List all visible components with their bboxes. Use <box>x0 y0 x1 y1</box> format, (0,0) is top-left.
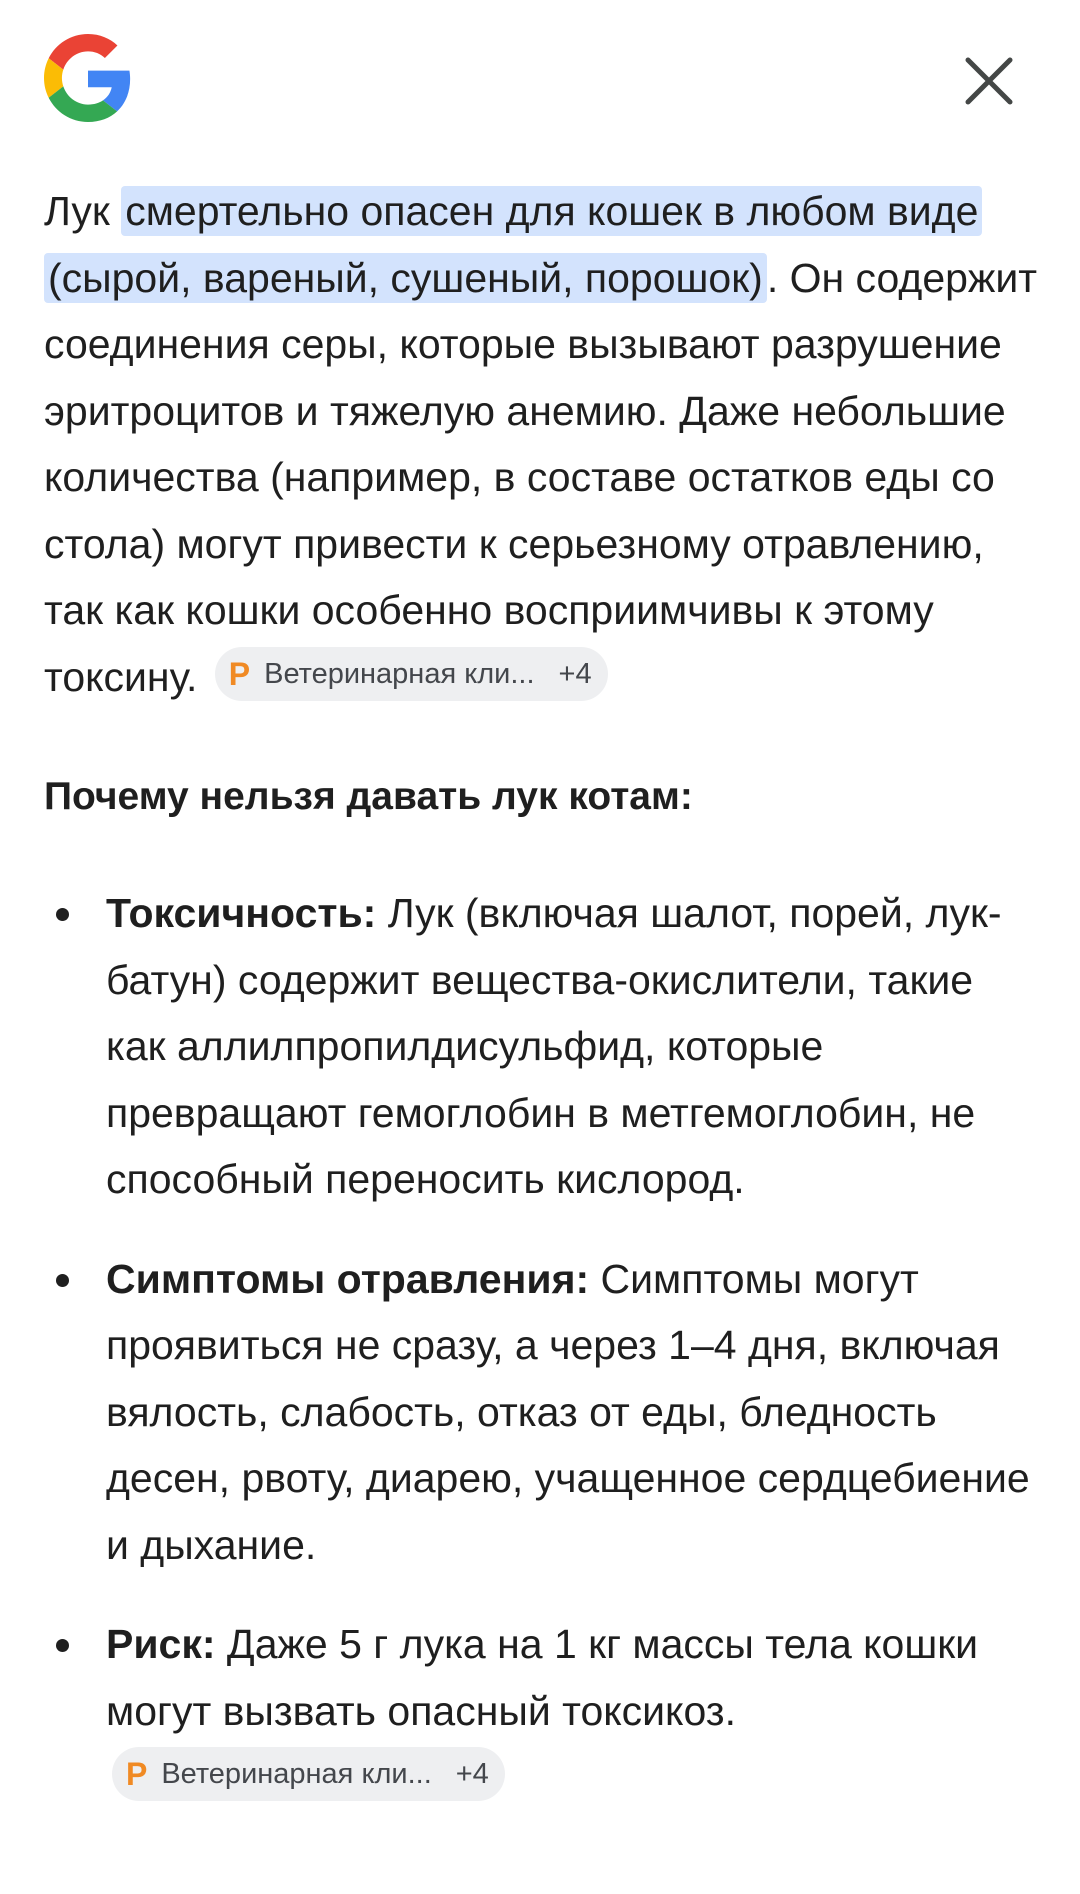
source-chip-label: Ветеринарная кли... <box>161 1758 432 1790</box>
google-g-icon[interactable] <box>44 34 132 122</box>
bullet-dot <box>56 908 69 921</box>
close-icon[interactable] <box>958 50 1020 112</box>
header <box>0 0 1080 170</box>
source-p-icon: Р <box>228 655 251 692</box>
source-chip[interactable] <box>112 1747 505 1801</box>
section-heading: Почему нельзя давать лук котам: <box>44 775 693 818</box>
source-chip-count: +4 <box>455 1758 489 1790</box>
reasons-list <box>44 880 1044 1811</box>
intro-highlight: смертельно опасен для кошек в любом виде (сырой, вареный, сушеный, порошок) <box>44 186 982 303</box>
bullet-text: Лук (включая шалот, порей, лук-батун) содержит вещества-окислители, такие как аллилпропилдисульфид, которые превращают гемоглобин в метгемоглобин, не способный переносить кислород. <box>106 890 1002 1202</box>
ai-answer <box>44 178 1044 1844</box>
source-chip[interactable] <box>215 647 608 701</box>
source-chip-label: Ветеринарная кли... <box>264 657 535 690</box>
bullet-term: Симптомы отравления: <box>106 1255 590 1302</box>
source-chip-count: +4 <box>558 657 592 690</box>
bullet-term: Токсичность: <box>106 890 377 936</box>
bullet-text: Даже 5 г лука на 1 кг массы тела кошки могут вызвать опасный токсикоз. <box>106 1621 979 1734</box>
source-p-icon: Р <box>126 1756 148 1792</box>
bullet-dot <box>56 1639 69 1652</box>
bullet-dot <box>56 1274 69 1287</box>
bullet-term: Риск: <box>106 1621 216 1667</box>
list-item-risk <box>44 1611 1044 1811</box>
list-item-toxicity <box>44 880 1044 1213</box>
intro-rest: . Он содержит соединения серы, которые вызывают разрушение эритроцитов и тяжелую анемию. Даже небольшие количества (например, в составе остатков еды со стола) могут привести к серьезному отравлению, так как кошки особенно восприимчивы к этому токсину. <box>44 254 1038 700</box>
bullet-text: Симптомы могут проявиться не сразу, а через 1–4 дня, включая вялость, слабость, отказ от еды, бледность десен, рвоту, диарею, учащенное сердцебиение и дыхание. <box>106 1255 1030 1568</box>
list-item-symptoms <box>44 1246 1044 1579</box>
intro-lead: Лук <box>44 188 122 234</box>
intro-paragraph <box>44 178 1044 710</box>
